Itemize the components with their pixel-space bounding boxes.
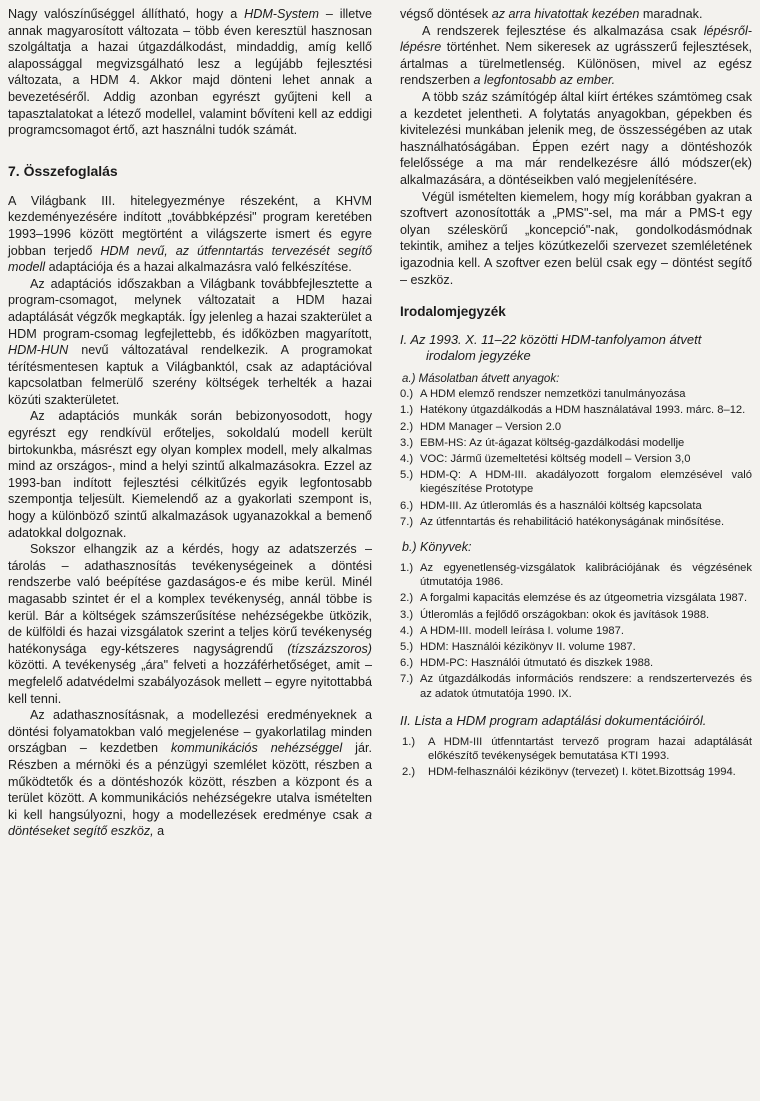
reference-item: [400, 499, 752, 513]
reference-item: [400, 403, 752, 417]
reference-number: 2.): [400, 592, 414, 605]
reference-list: [400, 387, 752, 529]
reference-number: 0.): [400, 388, 414, 401]
reference-number: 4.): [400, 624, 414, 637]
reference-text: A forgalmi kapacitás elemzése és az útgeometria vizsgálata 1987.: [420, 592, 748, 605]
reference-item: [400, 515, 752, 529]
reference-number: 7.): [400, 673, 414, 686]
reference-text: Az útfenntartás és rehabilitáció hatékonyságának minősítése.: [420, 515, 725, 528]
reference-number: 4.): [400, 452, 414, 465]
reference-number: 6.): [400, 499, 414, 512]
reference-item: [400, 656, 752, 670]
reference-text: EBM-HS: Az út-ágazat költség-gazdálkodási modellje: [420, 436, 685, 449]
reference-list: [400, 561, 752, 701]
reference-item: [400, 624, 752, 638]
reference-text: HDM: Használói kézikönyv II. volume 1987.: [420, 640, 636, 653]
paragraph: Az adaptációs időszakban a Világbank továbbfejlesztette a program-csomagot, melynek változatait a HDM hazai adaptálását végzők megkapták. Így jelenleg a hazai szakterület a HDM program-csomag legfejlettebb, és időközben magyarított, HDM-HUN nevű változatával rendelkezik. A programokat térítésmentesen kaptuk a Világbanktól, csak az adaptációval kapcsolatban felmerülő szerény költségek terhelték a hazai közúti szakterületet.: [8, 276, 372, 407]
reference-number: 7.): [400, 515, 414, 528]
reference-section-title: II. Lista a HDM program adaptálási dokumentációiról.: [400, 712, 707, 728]
paragraph: Az adathasznosításnak, a modellezési eredményeknek a döntési folyamatokban való megjelenése – gyakorlatilag minden országban – kezdetben kommunikációs nehézséggel jár. Részben a mérnöki és a pénzügyi szemlélet között, részben a működtetők és a döntéshozók között, részben a központ és a terület között. A kommunikációs nehézségekre utalva ismételten ki kell hangsúlyozni, hogy a modellezések eredménye csak a döntéseket segítő eszköz, a: [8, 708, 372, 839]
reference-section-title: I. Az 1993. X. 11–22 közötti HDM-tanfolyamon átvett irodalom jegyzéke: [400, 332, 702, 364]
reference-list: [400, 735, 752, 780]
right-column: [400, 6, 752, 781]
reference-number: 3.): [400, 608, 414, 621]
paragraph: Nagy valószínűséggel állítható, hogy a HDM-System – illetve annak magyarosított változata – több éven keresztül hasznosan szolgáltatja a hazai útgazdálkodást, mindaddig, amíg kellő alapossággal megvizsgálható lesz a legújább fejlesztési változata, a HDM 4. Akkor majd dönteni lehet annak a bevezetéséről. Addig azonban egyrészt gyűjteni kell a tapasztalatokat a létező modellel, valamint bővíteni kell az eddigi programcsomagot értő, azt használni tudók számát.: [8, 7, 372, 138]
reference-item: [400, 765, 752, 779]
reference-item: [400, 591, 752, 605]
paragraph: A Világbank III. hitelegyezménye részeként, a KHVM kezdeményezésére indított „továbbképzési" program keretében 1993–1996 között megtörtént a világszerte ismert és egyre jobban terjedő HDM nevű, az útfenntartás tervezését segítő modell adaptációja és a hazai alkalmazásra való felkészítése.: [8, 193, 373, 275]
reference-text: A HDM-III útfenntartást tervező program hazai adaptálását előkészítő tevékenységek bemutatása KTI 1993.: [428, 735, 752, 762]
reference-item: [400, 640, 752, 654]
reference-number: 1.): [400, 404, 414, 417]
reference-subheading: b.) Könyvek:: [402, 539, 472, 554]
reference-text: HDM-PC: Használói útmutató és diszkek 1988.: [420, 657, 654, 670]
left-column: [8, 6, 372, 840]
reference-text: HDM-felhasználói kézikönyv (tervezet) I. kötet.Bizottság 1994.: [428, 766, 736, 779]
reference-item: [400, 561, 752, 589]
reference-text: A HDM-III. modell leírása I. volume 1987.: [420, 624, 624, 637]
reference-subheading: a.) Másolatban átvett anyagok:: [402, 373, 560, 386]
references-heading: Irodalomjegyzék: [400, 304, 506, 320]
paragraph: Az adaptációs munkák során bebizonyosodott, hogy egyrészt egy rendkívül erőteljes, sokoldalú modell került birtokunkba, másrészt egy olyan komplex modell, mely alkalmas mind az országos-, mind a helyi szintű alkalmazásokra. Ezzel az 1993-ban indított fejlesztési célkitűzés egyik legfontosabb szempontja teljesült. Kiemelendő az a gyakorlati szempont is, hogy a különböző szintű alkalmazások ugyanazokkal a bemenő adatokkal dolgoznak.: [8, 409, 372, 540]
reference-item: [400, 452, 752, 466]
reference-item: [400, 387, 752, 401]
reference-number: 3.): [400, 436, 414, 449]
reference-item: [400, 608, 752, 622]
reference-number: 5.): [400, 469, 414, 482]
reference-number: 5.): [400, 640, 414, 653]
reference-number: 2.): [400, 420, 414, 433]
reference-number: 1.): [402, 735, 416, 748]
paragraph: A rendszerek fejlesztése és alkalmazása csak lépésről-lépésre történhet. Nem sikeresek az ugrásszerű fejlesztések, ártalmas a türelmetlenség. Különösen, mivel az egész rendszerben a legfontosabb az ember.: [400, 23, 752, 88]
reference-text: HDM Manager – Version 2.0: [420, 420, 562, 433]
paragraph: Sokszor elhangzik az a kérdés, hogy az adatszerzés – tárolás – adathasznosítás tevékenységeinek a döntési rendszerbe való beépítése gazdaságos-e és mibe kerül. Minél magasabb szintet ér el a komplex tevékenység, annál többe is kerül. Bár a költségek számszerűsítése nehézségekbe ütközik, de külföldi és hazai vizsgálatok szerint a teljes körű tevékenység hatékonysága egy-kétszeres nagyságrendű (tízszázszoros) közötti. A tevékenység „ára" felveti a hozzáférhetőséget, amit – megfelelő adatvédelmi szabályozások mellett – egyre nyitottabbá kell tenni.: [8, 542, 372, 706]
paragraph: végső döntések az arra hivatottak kezében maradnak.: [400, 7, 703, 21]
reference-text: Hatékony útgazdálkodás a HDM használatával 1993. márc. 8–12.: [420, 404, 746, 417]
paragraph: A több száz számítógép által kiírt értékes számtömeg csak a kezdetet jelentheti. A folytatás anyagokban, gépekben és kivitelezési munkában jelenik meg, de összességében az utak használhatóságában. Éppen ezért nagy a döntéshozók felelőssége a ma már rendelkezésre álló módszer(ek) alkalmazására, a döntéseikben való megjelenítésére.: [400, 89, 752, 187]
reference-text: HDM-Q: A HDM-III. akadályozott forgalom elemzésével való kiegészítése Prototype: [420, 469, 752, 496]
reference-text: Útleromlás a fejlődő országokban: okok és javítások 1988.: [420, 608, 710, 621]
reference-text: HDM-III. Az útleromlás és a használói költség kapcsolata: [420, 499, 702, 512]
reference-text: Az útgazdálkodás információs rendszere: a rendszertervezés és az adatok útmutatója 1990. IX.: [420, 673, 752, 700]
reference-text: VOC: Jármű üzemeltetési költség modell – Version 3,0: [420, 452, 691, 465]
reference-number: 6.): [400, 657, 414, 670]
reference-item: [400, 468, 752, 496]
paragraph: Végül ismételten kiemelem, hogy míg korábban gyakran a szoftvert azonosították a „PMS"-sel, ma már a PMS-t egy olyan széleskörű „koncepció"-nak, gondolkodásmódnak tekintik, amihez a teljes közútkezelői szervezet szemléletének igazodnia kell. A szoftver ezen belül csak egy – döntést segítő – eszköz.: [400, 189, 752, 287]
reference-item: [400, 420, 752, 434]
reference-item: [400, 735, 752, 763]
reference-number: 2.): [402, 766, 416, 779]
reference-text: A HDM elemző rendszer nemzetközi tanulmányozása: [420, 388, 686, 401]
section-heading: 7. Összefoglalás: [8, 162, 118, 179]
reference-item: [400, 436, 752, 450]
reference-text: Az egyenetlenség-vizsgálatok kalibrációjának és végzésének útmutatója 1986.: [420, 561, 752, 589]
reference-item: [400, 672, 752, 700]
reference-number: 1.): [400, 561, 414, 574]
